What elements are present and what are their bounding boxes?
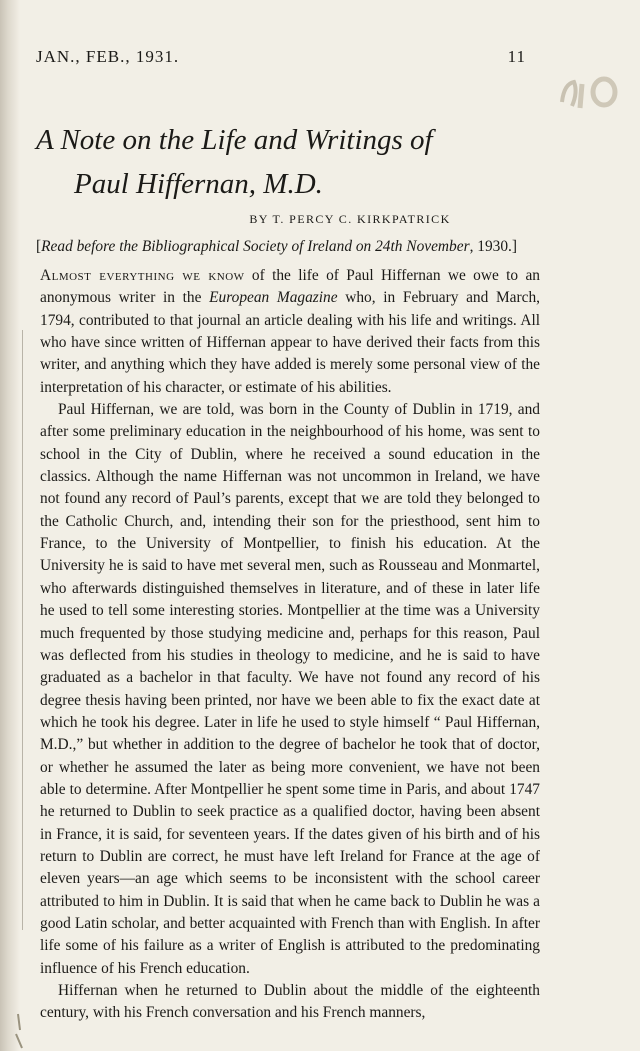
article-title [36,118,606,206]
paragraph-3: Hiffernan when he returned to Dublin about the middle of the eighteenth century, with his French conversation and his French manners, [40,982,540,1022]
note-tail: , 1930.] [469,238,518,255]
gutter-shadow-line [22,330,23,930]
paragraph-1-text-a: of the life of Paul Hiffernan we owe to an anonymous writer in the [40,267,540,307]
binding-gutter [0,0,20,1051]
page-number: 11 [507,47,526,66]
paragraph-2: Paul Hiffernan, we are told, was born in the County of Dublin in 1719, and after some preliminary education in the neighbourhood of his home, was sent to school in the City of Dublin, where he received a sound education in the classics. Although the name Hiffernan was not uncommon in Ireland, we have not found any record of Paul’s parents, except that we are told they belonged to the Catholic Church, and, intending their son for the priesthood, sent him to France, to the University of Montpellier, to finish his education. At the University he is said to have met several men, such as Rousseau and Monmartel, who afterwards distinguished themselves in literature, and of these in later life he used to tell some interesting stories. Montpellier at the time was a University much frequented by those studying medicine and, perhaps for this reason, Paul was deflected from his studies in theology to medicine, and he is said to have graduated as a bachelor in that faculty. We have not found any record of his degree thesis having been printed, nor have we been able to fix the exact date at which he took his degree. Later in life he used to style himself “ Paul Hiffernan, M.D.,” but whether in addition to the degree of bachelor he took that of doctor, or whether he assumed the later as being more convenient, we have not been able to determine. After Montpellier he spent some time in Paris, and about 1747 he returned to Dublin to seek practice as a qualified doctor, having been absent in France, it is said, for seventeen years. If the dates given of his birth and of his return to Dublin are correct, he must have left Ireland for France at the age of eleven years—an age which seems to be inconsistent with the school career attributed to him in Dublin. It is said that when he came back to Dublin he was a good Latin scholar, and better acquainted with French than with English. In after life some of his failure as a writer of English is attributed to the predominating influence of his French education. [40,401,540,977]
title-line-1: A Note on the Life and Writings of [36,124,433,156]
byline: BY T. PERCY C. KIRKPATRICK [249,212,451,226]
paragraph-1-lead: Almost everything we know [40,267,245,284]
page-edge-mark [12,1010,32,1051]
paragraph-1 [40,265,540,399]
magazine-name: European Magazine [209,289,338,307]
library-stamp-mark [554,62,626,114]
title-line-2: Paul Hiffernan, M.D. [74,168,323,200]
header-date: JAN., FEB., 1931. [36,47,180,66]
paragraph-1-text-b: who, in February and March, 1794, contributed to that journal an article dealing with his life and writings. All who have since written of Hiffernan appear to have derived their facts from this writer, and anything which they have added is merely some personal view of the interpretation of his character, or estimate of his abilities. [40,289,540,396]
reading-note [36,236,616,258]
article-body [40,265,540,1025]
note-bracket: [ [36,238,42,255]
note-italic: Read before the Bibliographical Society of Ireland on 24th November [41,238,470,255]
